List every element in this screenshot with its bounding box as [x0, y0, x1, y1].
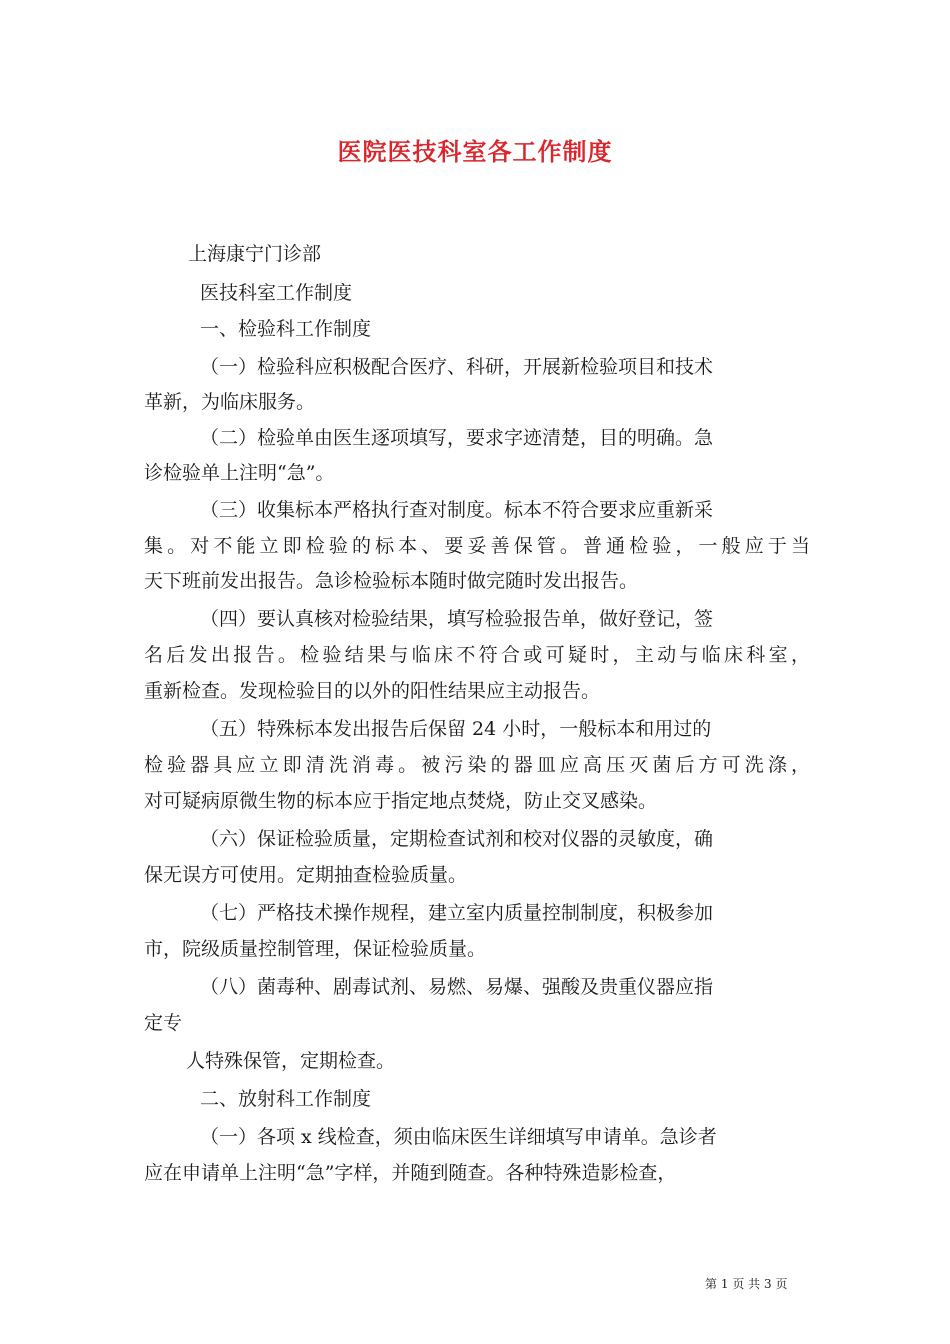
paragraph-line: 保无误方可使用。定期抽查检验质量。: [144, 864, 468, 886]
page-title: 医院医技科室各工作制度: [337, 137, 613, 166]
total-page-number: 3: [763, 1277, 772, 1291]
paragraph-line: 集。对不能立即检验的标本、要妥善保管。普通检验，一般应于当: [144, 535, 810, 557]
paragraph-line: （四）要认真核对检验结果，填写检验报告单，做好登记，签: [200, 608, 714, 630]
paragraph-line: 革新，为临床服务。: [144, 391, 316, 413]
paragraph-line: （六）保证检验质量，定期检查试剂和校对仪器的灵敏度，确: [200, 828, 714, 850]
page-number-footer: [705, 1275, 787, 1292]
paragraph-line: （二）检验单由医生逐项填写，要求字迹清楚，目的明确。急: [200, 427, 714, 449]
organization-name: 上海康宁门诊部: [188, 243, 322, 265]
section-heading-radiology: 二、放射科工作制度: [200, 1088, 372, 1110]
paragraph-line: 天下班前发出报告。急诊检验标本随时做完随时发出报告。: [144, 570, 639, 592]
paragraph-line: （五）特殊标本发出报告后保留 24 小时，一般标本和用过的: [200, 718, 712, 740]
paragraph-line: （一）检验科应积极配合医疗、科研，开展新检验项目和技术: [200, 356, 714, 378]
paragraph-line: （八）菌毒种、剧毒试剂、易燃、易爆、强酸及贵重仪器应指: [200, 976, 714, 998]
paragraph-line: 诊检验单上注明“急”。: [144, 462, 335, 484]
paragraph-line: （一）各项 x 线检查，须由临床医生详细填写申请单。急诊者: [200, 1126, 717, 1148]
document-subtitle: 医技科室工作制度: [200, 282, 353, 304]
paragraph-line: 应在申请单上注明“急”字样，并随到随查。各种特殊造影检查，: [144, 1162, 677, 1184]
paragraph-line: （七）严格技术操作规程，建立室内质量控制制度，积极参加: [200, 902, 714, 924]
paragraph-line: 名后发出报告。检验结果与临床不符合或可疑时，主动与临床科室，: [144, 644, 810, 666]
section-heading-lab: 一、检验科工作制度: [200, 318, 372, 340]
paragraph-line: 市，院级质量控制管理，保证检验质量。: [144, 938, 487, 960]
paragraph-line: （三）收集标本严格执行查对制度。标本不符合要求应重新采: [200, 499, 714, 521]
footer-suffix: 页: [775, 1277, 788, 1291]
footer-prefix: 第: [705, 1277, 718, 1291]
paragraph-line: 重新检查。发现检验目的以外的阳性结果应主动报告。: [144, 680, 601, 702]
paragraph-line: 对可疑病原微生物的标本应于指定地点焚烧，防止交叉感染。: [144, 790, 658, 812]
current-page-number: 1: [720, 1277, 729, 1291]
paragraph-line: 定专: [144, 1012, 183, 1034]
footer-middle: 页 共: [732, 1277, 761, 1291]
paragraph-line: 人特殊保管，定期检查。: [186, 1050, 396, 1072]
paragraph-line: 检验器具应立即清洗消毒。被污染的器皿应高压灭菌后方可洗涤，: [144, 754, 810, 776]
